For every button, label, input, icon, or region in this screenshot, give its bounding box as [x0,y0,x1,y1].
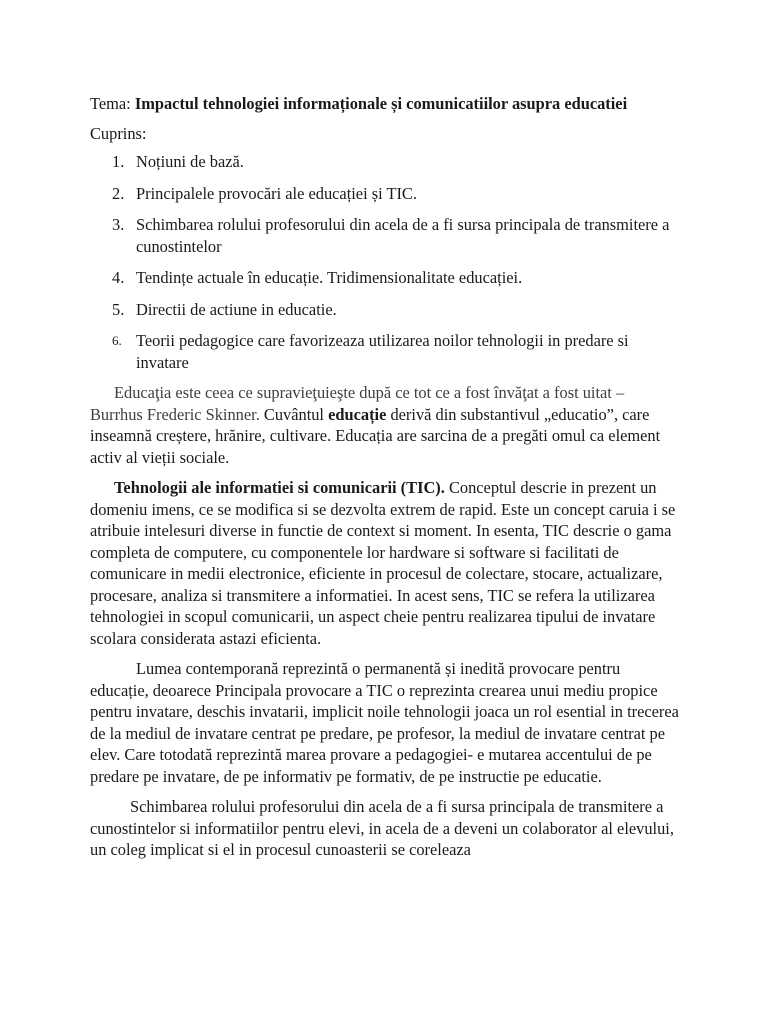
toc-item-number: 5. [112,299,125,319]
paragraph-tic [90,477,680,649]
toc-item-text: Tendințe actuale în educație. Tridimensionalitate educației. [136,268,523,287]
paragraph-text: Lumea contemporană reprezintă o permanentă și inedită provocare pentru educație, deoarece Principala provocare a TIC o reprezinta crearea unui mediu propice pentru invatare, deschis invatarii, implicit noile tehnologii joaca un rol esential in trecerea de la mediul de invatare centrat pe predare, pe profesor, la mediul de invatare centrat pe elev. Care totodată reprezintă marea provare a pedagogiei- e mutarea accentului de pe predare pe invatare, de pe informativ pe formativ, de pe instructie pe educatie. [90,659,679,786]
paragraph-text: Conceptul descrie in prezent un domeniu imens, ce se modifica si se dezvolta extrem de rapid. Este un concept caruia i se atribuie intelesuri diverse in functie de context si moment. In esenta, TIC descrie o gama completa de computere, cu componentele lor hardware si software si facilitati de comunicare in medii electronice, eficiente in procesul de colectare, stocare, actualizare, procesare, analiza si transmitere a informatiei. In acest sens, TIC se refera la utilizarea tehnologiei in scopul comunicarii, un aspect cheie pentru realizarea tipului de invatare scolara considerata astazi eficienta. [90,478,676,648]
paragraph-educatie [90,382,680,468]
toc-item-text: Directii de actiune in educatie. [136,299,337,319]
toc-item-number: 2. [112,183,125,203]
paragraph-schimbarea-rolului [90,796,680,861]
title-text: Impactul tehnologiei informaționale și comunicatiilor asupra educatiei [134,94,628,113]
toc-item [90,183,680,205]
toc-item-number: 1. [112,152,125,171]
paragraph-text: Cuvântul [259,404,329,424]
toc-item [90,330,680,373]
paragraph-text: Schimbarea rolului profesorului din acela de a fi sursa principala de transmitere a cunostintelor si informatiilor pentru elevi, in acela de a deveni un colaborator al elevului, un coleg implicat si el in procesul cunoasterii se coreleaza [90,797,674,859]
paragraph-bold-term: educație [328,404,387,424]
toc-item-number: 4. [112,268,125,287]
paragraph-text: derivă din substantivul „educatio”, care inseamnă creștere, hrănire, cultivare. Educația are sarcina de a pregăti omul ca element activ al vieții sociale. [90,404,661,467]
toc-item-text: Schimbarea rolului profesorului din acela de a fi sursa principala de transmitere a cunostintelor [136,215,670,256]
paragraph-bold-term: Tehnologii ale informatiei si comunicarii (TIC). [114,478,445,497]
toc-item-text: Noțiuni de bază. [136,152,244,171]
table-of-contents [90,151,680,373]
page-content [90,93,680,870]
paragraph-lumea-contemporana [90,658,680,787]
skinner-quote: Educaţia este ceea ce supravieţuieşte după ce tot ce a fost învăţat a fost uitat – Burrhus Frederic Skinner. [90,383,625,424]
toc-item-number: 3. [112,215,125,234]
toc-item-text: Principalele provocări ale educației și TIC. [136,183,417,203]
toc-item [90,151,680,173]
toc-item-number: 6. [112,333,122,348]
document-title [90,93,680,115]
toc-item [90,267,680,289]
toc-item [90,299,680,321]
cuprins-heading: Cuprins: [90,123,147,143]
title-prefix: Tema: [90,94,135,113]
toc-item-text: Teorii pedagogice care favorizeaza utilizarea noilor tehnologii in predare si invatare [136,331,629,372]
toc-item [90,214,680,257]
